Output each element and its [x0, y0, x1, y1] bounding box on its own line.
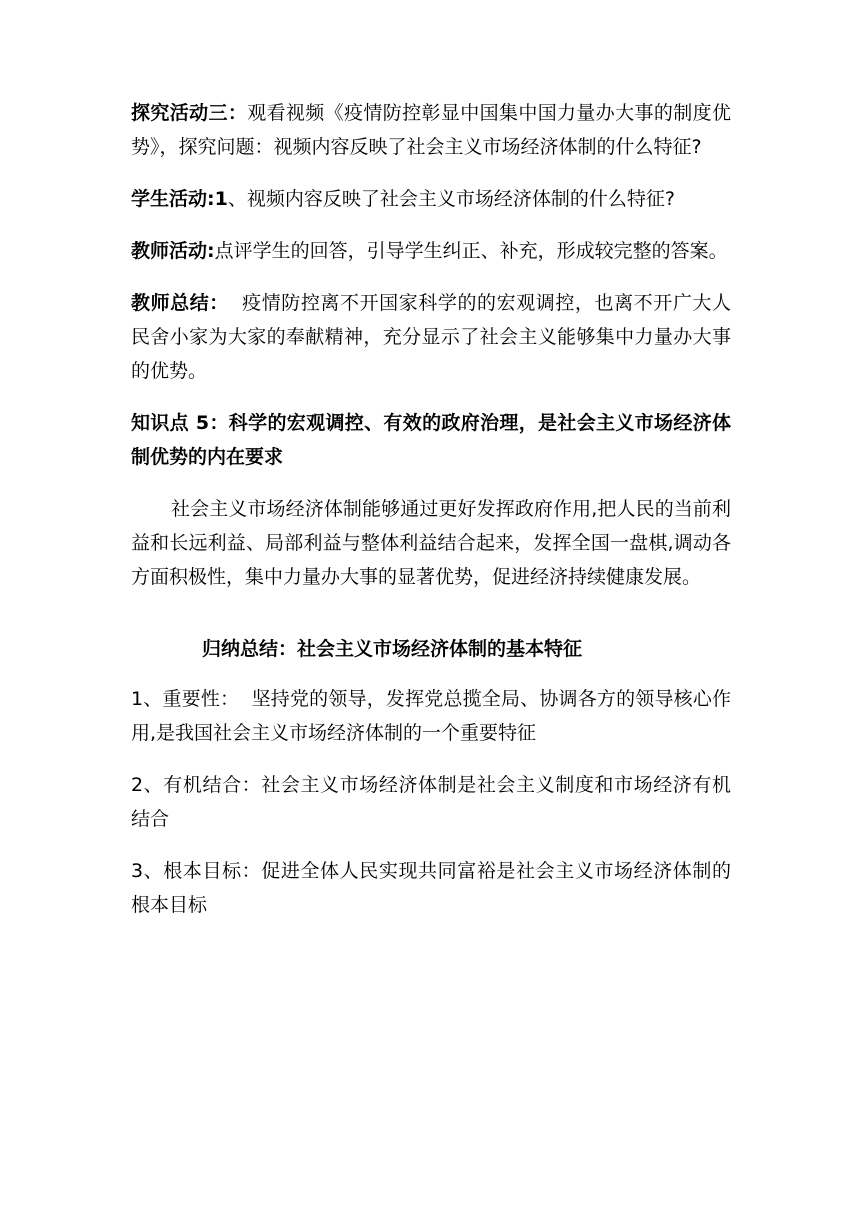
teacher-summary-text: 疫情防控离不开国家科学的的宏观调控，也离不开广大人民舍小家为大家的奉献精神，充分显示了社会主义能够集中力量办大事的优势。	[131, 292, 731, 382]
summary-heading: 归纳总结：社会主义市场经济体制的基本特征	[202, 638, 583, 660]
student-activity-text: 、视频内容反映了社会主义市场经济体制的什么特征?	[227, 188, 675, 210]
knowledge-point-body: 社会主义市场经济体制能够通过更好发挥政府作用,把人民的当前利益和长远利益、局部利益与整体利益结合起来，发挥全国一盘棋,调动各方面积极性，集中力量办大事的显著优势，促进经济持续健康发展。	[131, 498, 731, 588]
teacher-activity-text: 点评学生的回答，引导学生纠正、补充，形成较完整的答案。	[214, 240, 728, 262]
document-page	[131, 96, 731, 940]
activity3-text: 观看视频《疫情防控彰显中国集中国力量办大事的制度优势》，探究问题：视频内容反映了社会主义市场经济体制的什么特征?	[131, 102, 731, 158]
activity3-paragraph	[131, 96, 731, 164]
teacher-activity-paragraph	[131, 234, 731, 268]
feature-item-3: 3、根本目标：促进全体人民实现共同富裕是社会主义市场经济体制的根本目标	[131, 860, 731, 916]
teacher-activity-label: 教师活动:	[131, 240, 215, 262]
teacher-summary-paragraph	[131, 286, 731, 388]
student-activity-paragraph	[131, 182, 731, 216]
knowledge-point-heading: 知识点 5：科学的宏观调控、有效的政府治理，是社会主义市场经济体制优势的内在要求	[131, 412, 731, 468]
student-activity-label: 学生活动:1	[131, 188, 228, 210]
feature-item-2: 2、有机结合：社会主义市场经济体制是社会主义制度和市场经济有机结合	[131, 774, 731, 830]
teacher-summary-label: 教师总结：	[131, 292, 229, 314]
feature-item-1: 1、重要性： 坚持党的领导，发挥党总揽全局、协调各方的领导核心作用,是我国社会主义市场经济体制的一个重要特征	[131, 688, 731, 744]
activity3-label: 探究活动三：	[131, 102, 248, 124]
